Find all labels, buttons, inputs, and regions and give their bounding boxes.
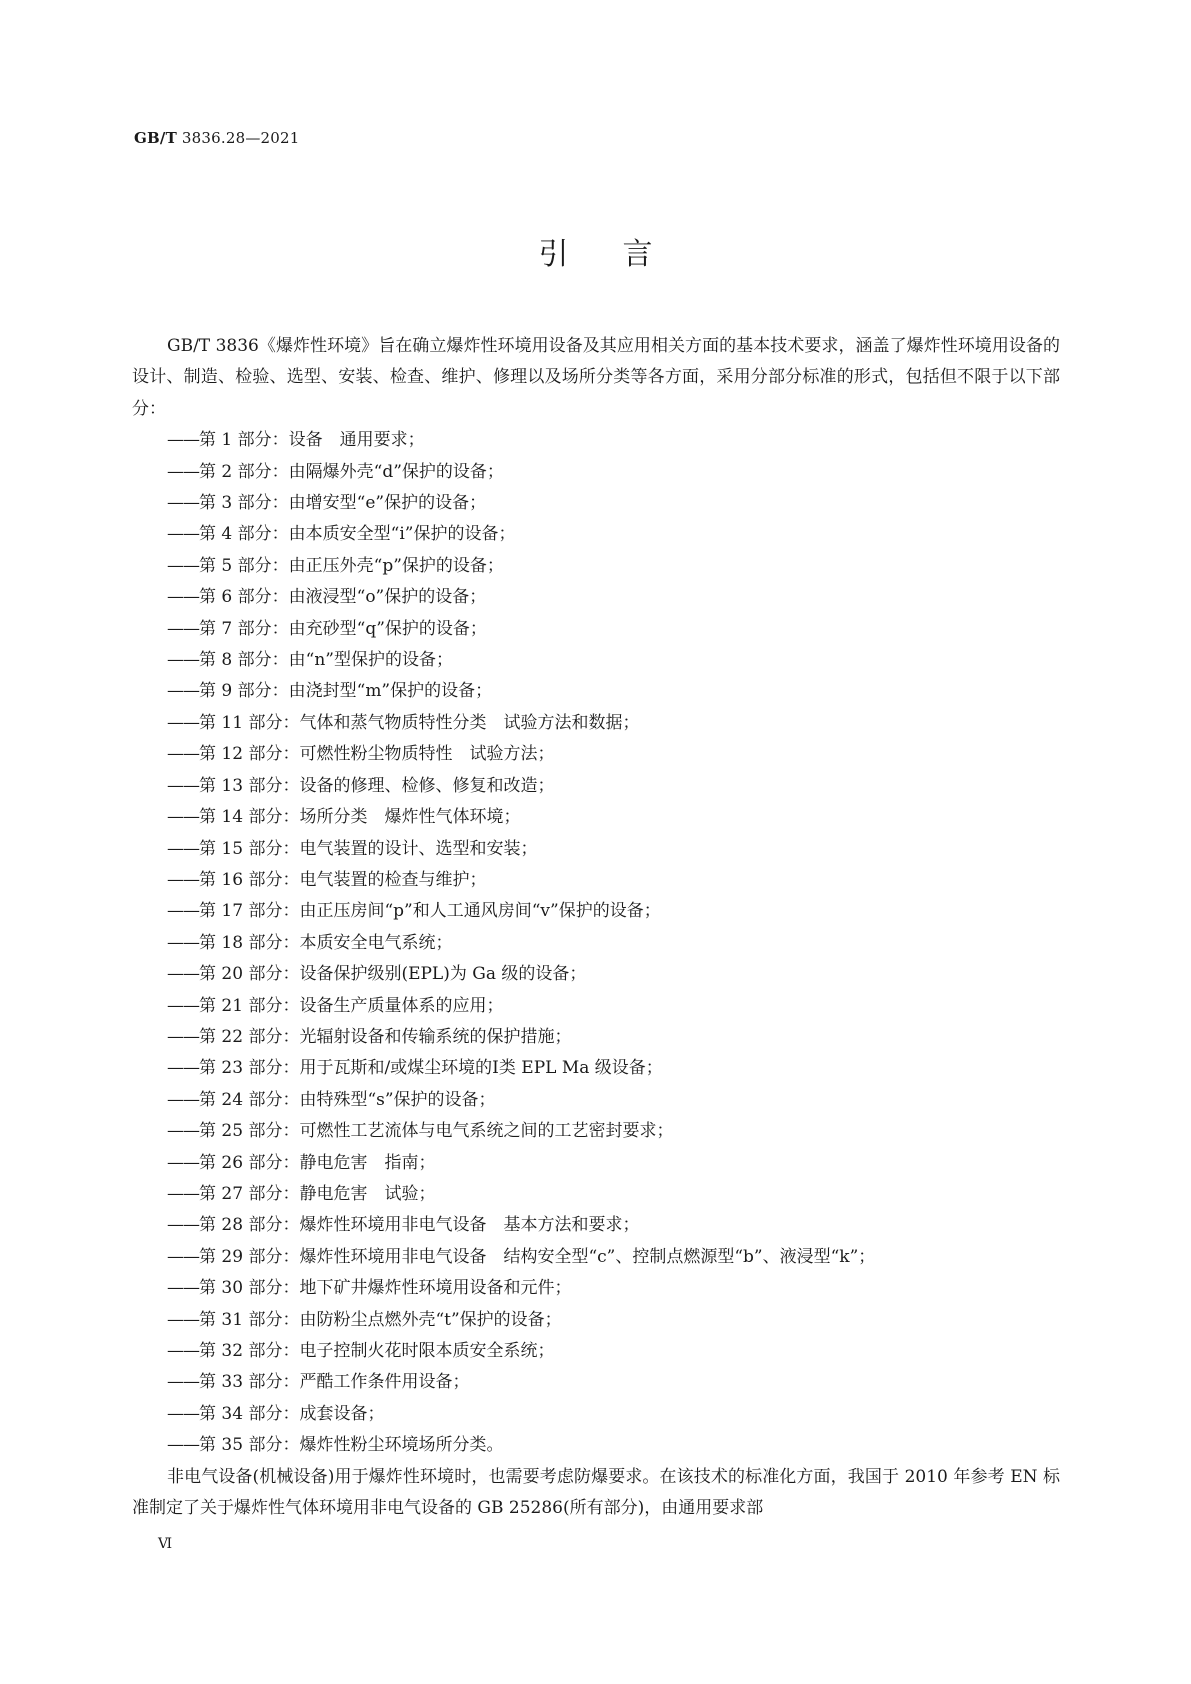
list-item-text: 第 18 部分：本质安全电气系统； [199,932,453,953]
list-item-text: 第 29 部分：爆炸性环境用非电气设备 结构安全型“c”、控制点燃源型“b”、液浸型“k”； [199,1246,876,1267]
list-item [132,488,1060,519]
list-item-text: 第 9 部分：由浇封型“m”保护的设备； [199,681,493,702]
list-item [132,1053,1060,1084]
list-dash: —— [167,681,199,702]
list-dash: —— [167,1121,199,1142]
list-dash: —— [167,430,199,451]
list-item-text: 第 23 部分：用于瓦斯和/或煤尘环境的Ⅰ类 EPL Ma 级设备； [199,1058,663,1079]
list-item-text: 第 32 部分：电子控制火花时限本质安全系统； [199,1341,555,1361]
list-dash: —— [167,555,199,576]
list-item [132,1116,1060,1147]
list-item-text: 第 28 部分：爆炸性环境用非电气设备 基本方法和要求； [199,1215,640,1236]
list-item-text: 第 30 部分：地下矿井爆炸性环境用设备和元件； [199,1278,572,1299]
list-dash: —— [167,1215,199,1236]
list-dash: —— [167,775,199,796]
list-item [132,1399,1060,1430]
list-item-text: 第 8 部分：由“n”型保护的设备； [199,650,453,671]
standard-number-header [134,129,300,147]
list-item-text: 第 21 部分：设备生产质量体系的应用； [199,995,504,1016]
list-dash: —— [167,1058,199,1079]
list-item [132,1179,1060,1210]
list-item [132,1242,1060,1273]
list-item [132,802,1060,833]
list-dash: —— [167,618,199,639]
list-dash: —— [167,1435,199,1456]
list-item [132,771,1060,802]
list-dash: —— [167,964,199,985]
list-item-text: 第 26 部分：静电危害 指南； [199,1152,436,1173]
list-item-text: 第 17 部分：由正压房间“p”和人工通风房间“v”保护的设备； [199,901,661,922]
list-item-text: 第 2 部分：由隔爆外壳“d”保护的设备； [199,461,504,482]
list-item [132,1148,1060,1179]
list-dash: —— [167,838,199,859]
list-item-text: 第 35 部分：爆炸性粉尘环境场所分类。 [199,1435,504,1456]
list-item [132,1367,1060,1398]
list-item [132,551,1060,582]
list-item [132,1210,1060,1241]
standard-number: 3836.28—2021 [176,129,300,147]
list-item [132,928,1060,959]
list-item [132,959,1060,990]
list-item [132,614,1060,645]
list-dash: —— [167,1152,199,1173]
list-dash: —— [167,587,199,608]
list-item [132,1305,1060,1336]
list-item-text: 第 16 部分：电气装置的检查与维护； [199,869,487,890]
list-item-text: 第 20 部分：设备保护级别(EPL)为 Ga 级的设备； [199,964,587,985]
list-item-text: 第 34 部分：成套设备； [199,1403,385,1424]
list-item [132,1430,1060,1461]
list-dash: —— [167,869,199,890]
list-item [132,1336,1060,1367]
document-body [132,331,1060,1524]
list-item [132,676,1060,707]
list-item-text: 第 3 部分：由增安型“e”保护的设备； [199,493,487,514]
list-item [132,896,1060,927]
list-item-text: 第 31 部分：由防粉尘点燃外壳“t”保护的设备； [199,1309,562,1330]
list-dash: —— [167,1026,199,1047]
list-dash: —— [167,650,199,671]
list-dash: —— [167,995,199,1016]
intro-paragraph: GB/T 3836《爆炸性环境》旨在确立爆炸性环境用设备及其应用相关方面的基本技术要求，涵盖了爆炸性环境用设备的设计、制造、检验、选型、安装、检查、维护、修理以及场所分类等各方面，采用分部分标准的形式，包括但不限于以下部分： [132,336,1060,419]
list-item-text: 第 27 部分：静电危害 试验； [199,1183,436,1204]
list-dash: —— [167,461,199,482]
list-item-text: 第 6 部分：由液浸型“o”保护的设备； [199,587,487,608]
list-dash: —— [167,1403,199,1424]
list-item-text: 第 13 部分：设备的修理、检修、修复和改造； [199,775,555,796]
list-dash: —— [167,1183,199,1204]
list-dash: —— [167,807,199,828]
list-item [132,1273,1060,1304]
page-title: 引言 [538,237,707,272]
list-dash: —— [167,524,199,545]
list-dash: —— [167,712,199,733]
list-item [132,739,1060,770]
list-item [132,1085,1060,1116]
list-item-text: 第 15 部分：电气装置的设计、选型和安装； [199,838,538,859]
page-number: Ⅵ [158,1536,173,1552]
list-item-text: 第 1 部分：设备 通用要求； [199,430,425,451]
list-item [132,708,1060,739]
list-dash: —— [167,1309,199,1330]
list-item [132,457,1060,488]
list-dash: —— [167,1372,199,1393]
list-item-text: 第 7 部分：由充砂型“q”保护的设备； [199,618,487,639]
list-item [132,645,1060,676]
list-item-text: 第 25 部分：可燃性工艺流体与电气系统之间的工艺密封要求； [199,1121,674,1142]
list-dash: —— [167,1341,199,1361]
list-dash: —— [167,1089,199,1110]
parts-list [132,425,1060,1461]
list-dash: —— [167,493,199,514]
list-item-text: 第 33 部分：严酷工作条件用设备； [199,1372,470,1393]
list-item [132,1022,1060,1053]
list-item [132,865,1060,896]
closing-paragraph: 非电气设备(机械设备)用于爆炸性环境时，也需要考虑防爆要求。在该技术的标准化方面，我国于 2010 年参考 EN 标准制定了关于爆炸性气体环境用非电气设备的 GB 25286(所有部分)，由通用要求部 [132,1466,1060,1519]
list-item-text: 第 12 部分：可燃性粉尘物质特性 试验方法； [199,744,555,765]
list-item [132,834,1060,865]
list-item [132,519,1060,550]
list-dash: —— [167,932,199,953]
list-dash: —— [167,1246,199,1267]
list-item-text: 第 14 部分：场所分类 爆炸性气体环境； [199,807,521,828]
list-dash: —— [167,901,199,922]
list-item [132,582,1060,613]
list-item-text: 第 24 部分：由特殊型“s”保护的设备； [199,1089,496,1110]
list-item [132,991,1060,1022]
list-item [132,425,1060,456]
list-dash: —— [167,744,199,765]
list-item-text: 第 4 部分：由本质安全型“i”保护的设备； [199,524,516,545]
list-item-text: 第 22 部分：光辐射设备和传输系统的保护措施； [199,1026,572,1047]
list-item-text: 第 11 部分：气体和蒸气物质特性分类 试验方法和数据； [199,712,640,733]
list-dash: —— [167,1278,199,1299]
standard-prefix: GB/T [134,129,177,147]
list-item-text: 第 5 部分：由正压外壳“p”保护的设备； [199,555,504,576]
